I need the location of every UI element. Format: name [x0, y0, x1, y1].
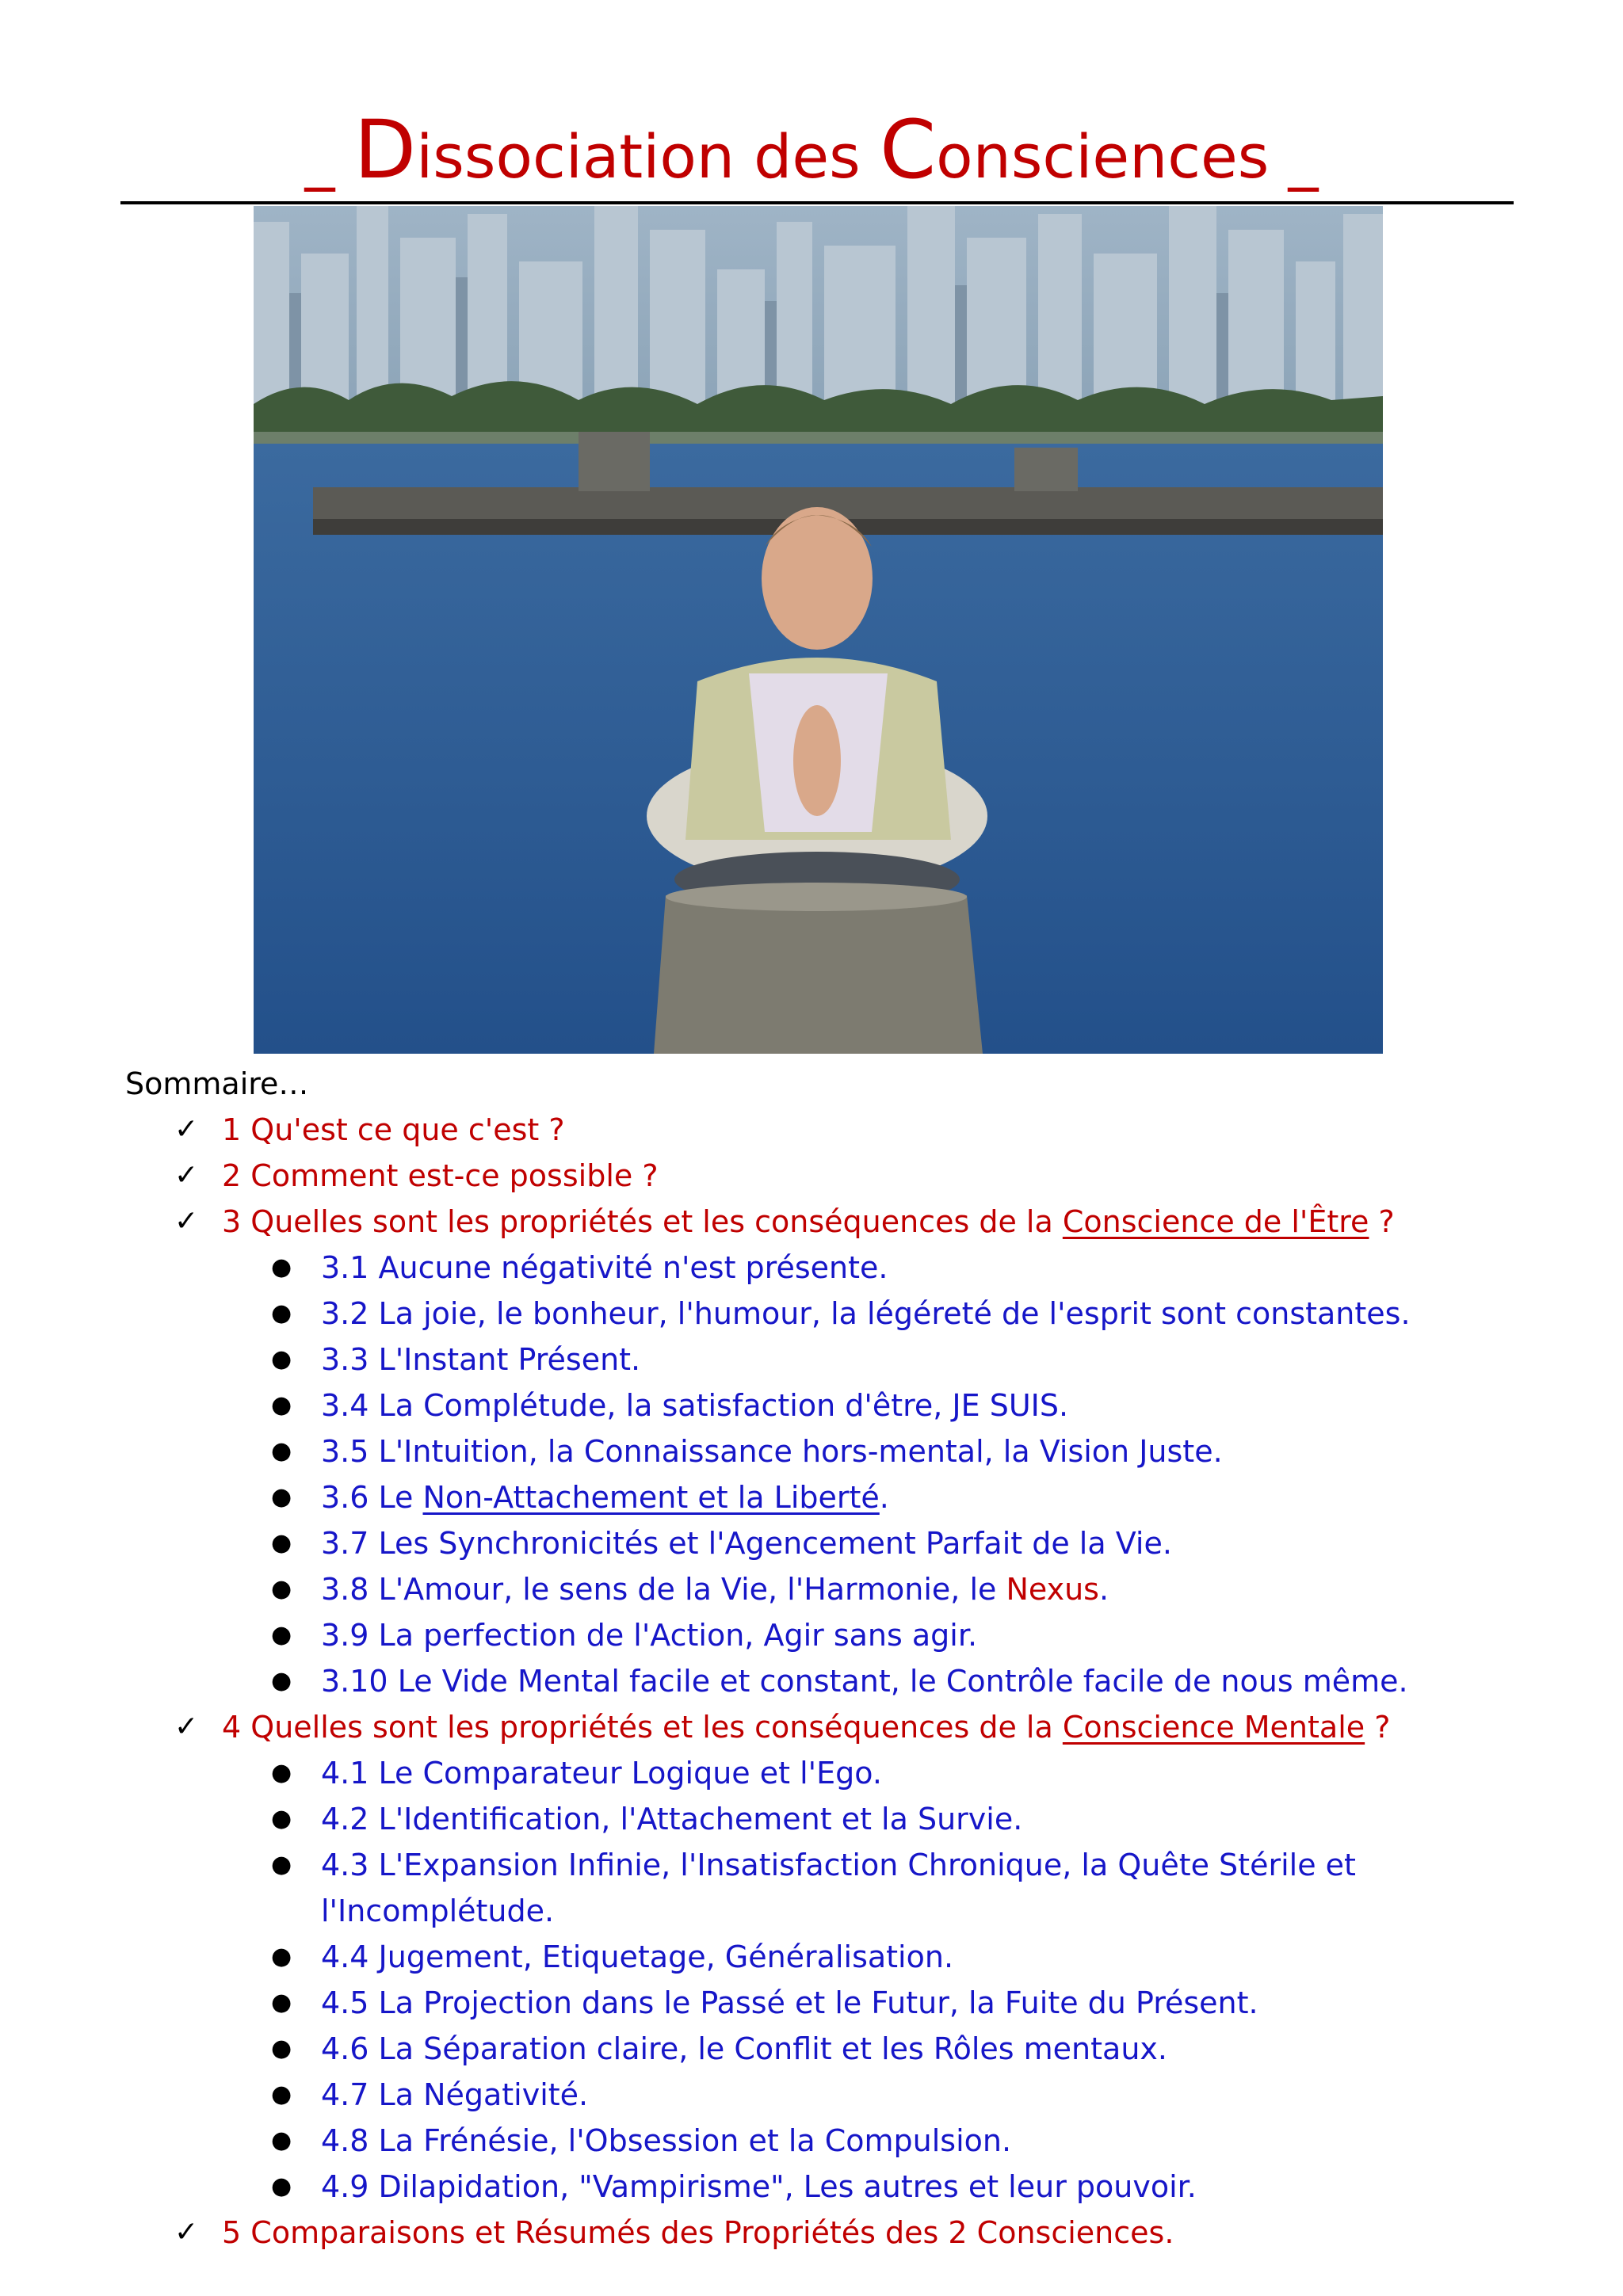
toc-text: Comment est-ce possible ?	[250, 1158, 659, 1193]
toc-text: La joie, le bonheur, l'humour, la légéreté de l'esprit sont constantes.	[378, 1296, 1411, 1331]
toc-text: L'Expansion Infinie, l'Insatisfaction Chronique, la Quête Stérile et	[378, 1848, 1356, 1882]
bullet-icon: ●	[271, 1253, 292, 1281]
toc-text: 5	[222, 2215, 242, 2250]
page-title	[0, 103, 1623, 200]
meditation-photo	[254, 206, 1383, 1054]
toc-text: 3.2	[321, 1296, 369, 1331]
toc-text: 4.4	[321, 1939, 369, 1974]
toc-text: L'Amour, le sens de la Vie, l'Harmonie, le	[378, 1572, 1006, 1607]
toc-text: L'Intuition, la Connaissance hors-mental, la Vision Juste.	[378, 1434, 1223, 1469]
toc-text: 4.8	[321, 2123, 369, 2158]
toc-text: 3	[222, 1204, 242, 1239]
toc-text: 4.3	[321, 1848, 369, 1882]
toc-text: 4.1	[321, 1756, 369, 1791]
toc-text: Qu'est ce que c'est ?	[250, 1112, 565, 1147]
bullet-icon: ●	[271, 2081, 292, 2108]
toc-text: 4.9	[321, 2169, 369, 2204]
toc-text: Les Synchronicités et l'Agencement Parfait de la Vie.	[378, 1526, 1172, 1561]
bullet-icon: ●	[271, 1483, 292, 1511]
bullet-icon: ●	[271, 2126, 292, 2154]
toc-text: 3.7	[321, 1526, 369, 1561]
bullet-icon: ●	[271, 1851, 292, 1878]
toc-text: 4.6	[321, 2031, 369, 2066]
toc-text: ?	[1365, 1710, 1391, 1745]
toc-text: Quelles sont les propriétés et les conséquences de la	[250, 1204, 1063, 1239]
bullet-icon: ●	[271, 1621, 292, 1649]
bullet-icon: ●	[271, 1989, 292, 2016]
toc-text: 3.3	[321, 1342, 369, 1377]
title-initial-c: C	[879, 103, 937, 197]
toc-text: 3.8	[321, 1572, 369, 1607]
toc-text: 2	[222, 1158, 242, 1193]
checkmark-icon: ✓	[174, 1711, 199, 1743]
bullet-icon: ●	[271, 1667, 292, 1695]
title-prefix: _	[304, 121, 354, 192]
checkmark-icon: ✓	[174, 2216, 199, 2248]
checkmark-icon: ✓	[174, 1205, 199, 1238]
toc-text: l'Incomplétude.	[321, 1894, 555, 1928]
toc-text: Aucune négativité n'est présente.	[378, 1250, 888, 1285]
toc-text: L'Identification, l'Attachement et la Survie.	[378, 1802, 1023, 1836]
toc-text: 4.7	[321, 2077, 369, 2112]
toc-text: La Négativité.	[378, 2077, 589, 2112]
link-conscience-mentale[interactable]: Conscience Mentale	[1062, 1710, 1365, 1745]
bullet-icon: ●	[271, 1805, 292, 1833]
toc-text: La perfection de l'Action, Agir sans agir.	[378, 1618, 978, 1653]
title-initial-d: D	[353, 103, 417, 197]
bullet-icon: ●	[271, 1299, 292, 1327]
toc-text: La Complétude, la satisfaction d'être, JE SUIS.	[378, 1388, 1069, 1423]
toc-text: 3.1	[321, 1250, 369, 1285]
link-conscience-etre[interactable]: Conscience de l'Être	[1062, 1204, 1369, 1239]
title-part1: issociation des	[416, 121, 880, 192]
sommaire-heading: Sommaire…	[125, 1066, 309, 1101]
toc-text: 3.6	[321, 1480, 369, 1515]
toc-text: 4.2	[321, 1802, 369, 1836]
bullet-icon: ●	[271, 1943, 292, 1970]
checkmark-icon: ✓	[174, 1113, 199, 1146]
toc-text: 4.5	[321, 1985, 369, 2020]
toc-text: Le	[378, 1480, 423, 1515]
toc-text: 3.5	[321, 1434, 369, 1469]
nexus-highlight: Nexus	[1006, 1572, 1099, 1607]
toc-text: L'Instant Présent.	[378, 1342, 641, 1377]
toc-text: La Séparation claire, le Conflit et les Rôles mentaux.	[378, 2031, 1167, 2066]
toc-text: 3.10	[321, 1664, 388, 1699]
bullet-icon: ●	[271, 1437, 292, 1465]
bullet-icon: ●	[271, 2035, 292, 2062]
toc-text: 4	[222, 1710, 242, 1745]
toc-text: La Frénésie, l'Obsession et la Compulsion.	[378, 2123, 1012, 2158]
bullet-icon: ●	[271, 2172, 292, 2200]
toc-text: Comparaisons et Résumés des Propriétés des 2 Consciences.	[250, 2215, 1174, 2250]
toc-text: Jugement, Etiquetage, Généralisation.	[378, 1939, 954, 1974]
toc-text: Quelles sont les propriétés et les conséquences de la	[250, 1710, 1063, 1745]
toc-text: .	[1098, 1572, 1109, 1607]
toc-text: ?	[1369, 1204, 1395, 1239]
bullet-icon: ●	[271, 1391, 292, 1419]
toc-text: 3.9	[321, 1618, 369, 1653]
bullet-icon: ●	[271, 1529, 292, 1557]
title-part2: onsciences _	[936, 121, 1319, 192]
title-rule	[120, 201, 1514, 204]
toc-text: 3.4	[321, 1388, 369, 1423]
toc-text: .	[879, 1480, 889, 1515]
checkmark-icon: ✓	[174, 1159, 199, 1192]
toc-text: Dilapidation, "Vampirisme", Les autres et leur pouvoir.	[378, 2169, 1197, 2204]
bullet-icon: ●	[271, 1759, 292, 1787]
link-non-attachement[interactable]: Non-Attachement et la Liberté	[422, 1480, 880, 1515]
toc-text: 1	[222, 1112, 242, 1147]
bullet-icon: ●	[271, 1575, 292, 1603]
toc-text: La Projection dans le Passé et le Futur, la Fuite du Présent.	[378, 1985, 1258, 2020]
toc-text: Le Comparateur Logique et l'Ego.	[378, 1756, 882, 1791]
bullet-icon: ●	[271, 1345, 292, 1373]
toc-text: Le Vide Mental facile et constant, le Contrôle facile de nous même.	[397, 1664, 1408, 1699]
